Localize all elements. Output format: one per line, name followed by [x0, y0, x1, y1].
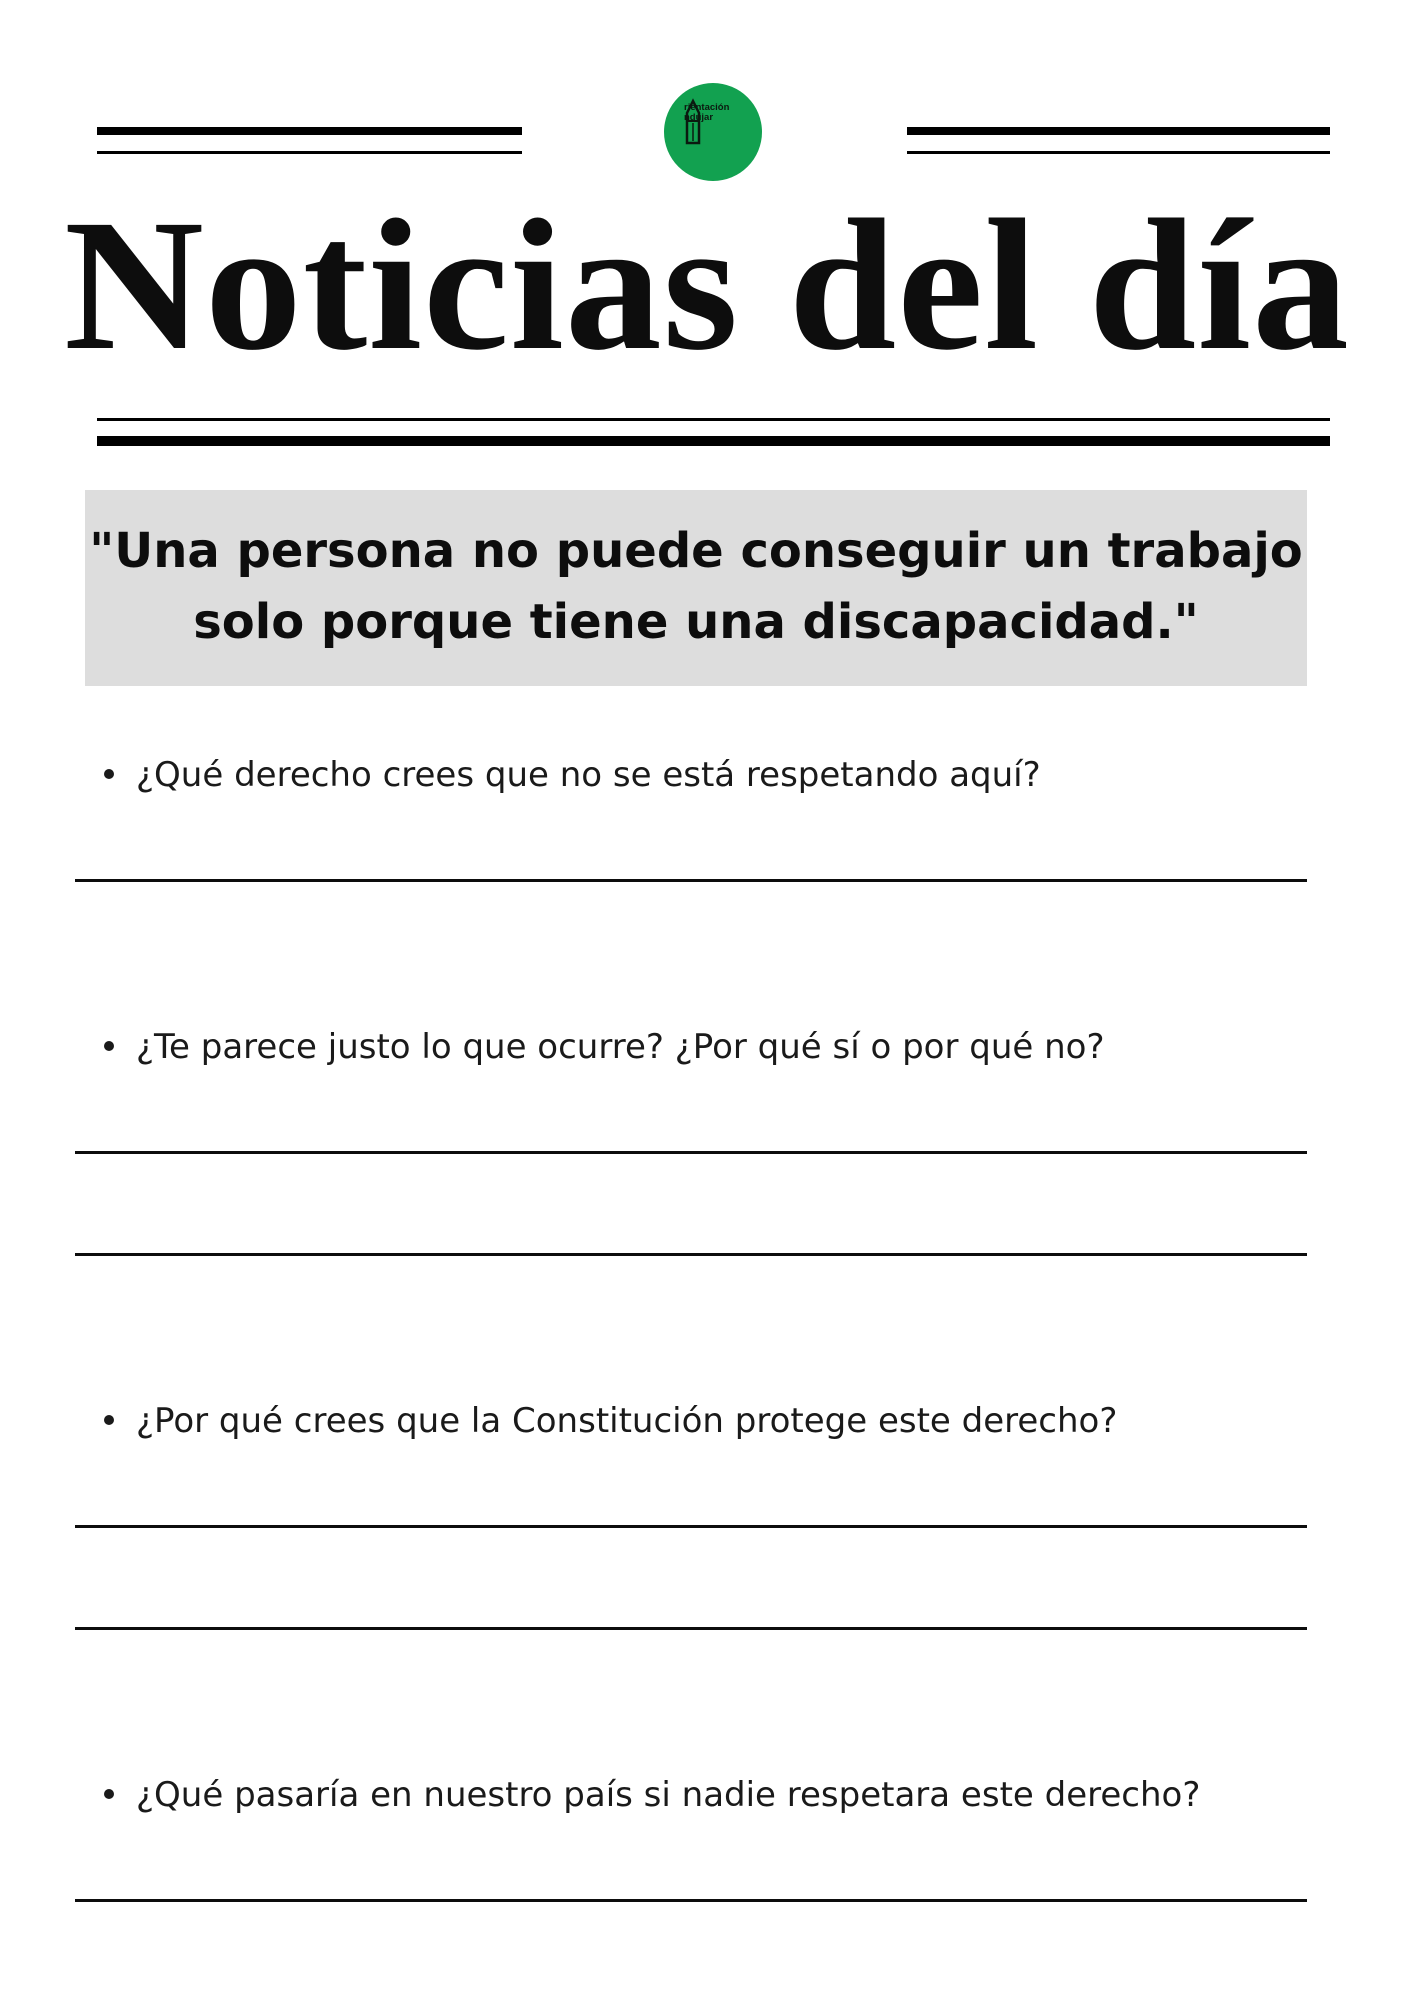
question-text: ¿Qué pasaría en nuestro país si nadie respetara este derecho?: [136, 1775, 1201, 1815]
question-text: ¿Qué derecho crees que no se está respetando aquí?: [136, 755, 1041, 795]
question-item: [104, 1401, 1117, 1441]
pencil-icon: [664, 83, 762, 181]
bullet-icon: [104, 1041, 114, 1051]
question-item: [104, 755, 1041, 795]
bullet-icon: [104, 1415, 114, 1425]
header-rule-bottom-thin: [97, 418, 1330, 421]
orientacion-andujar-logo: [664, 83, 762, 181]
quote-box: [85, 490, 1307, 686]
header-rule-bottom-thick: [97, 436, 1330, 446]
answer-line[interactable]: [75, 1253, 1307, 1256]
question-item: [104, 1775, 1200, 1815]
header-rule-top-left-thick: [97, 127, 522, 135]
logo-text: rientación ndújar: [684, 102, 730, 123]
answer-line[interactable]: [75, 1627, 1307, 1630]
quote-text: "Una persona no puede conseguir un trabajo solo porque tiene una discapacidad.": [89, 523, 1303, 650]
header-rule-top-right-thick: [907, 127, 1330, 135]
answer-line[interactable]: [75, 879, 1307, 882]
header-rule-top-left-thin: [97, 151, 522, 154]
bullet-icon: [104, 1789, 114, 1799]
bullet-icon: [104, 769, 114, 779]
question-item: [104, 1027, 1105, 1067]
answer-line[interactable]: [75, 1151, 1307, 1154]
header-rule-top-right-thin: [907, 151, 1330, 154]
question-text: ¿Por qué crees que la Constitución protege este derecho?: [136, 1401, 1118, 1441]
question-text: ¿Te parece justo lo que ocurre? ¿Por qué sí o por qué no?: [136, 1027, 1105, 1067]
page-title: Noticias del día: [64, 180, 1350, 389]
answer-line[interactable]: [75, 1525, 1307, 1528]
answer-line[interactable]: [75, 1899, 1307, 1902]
